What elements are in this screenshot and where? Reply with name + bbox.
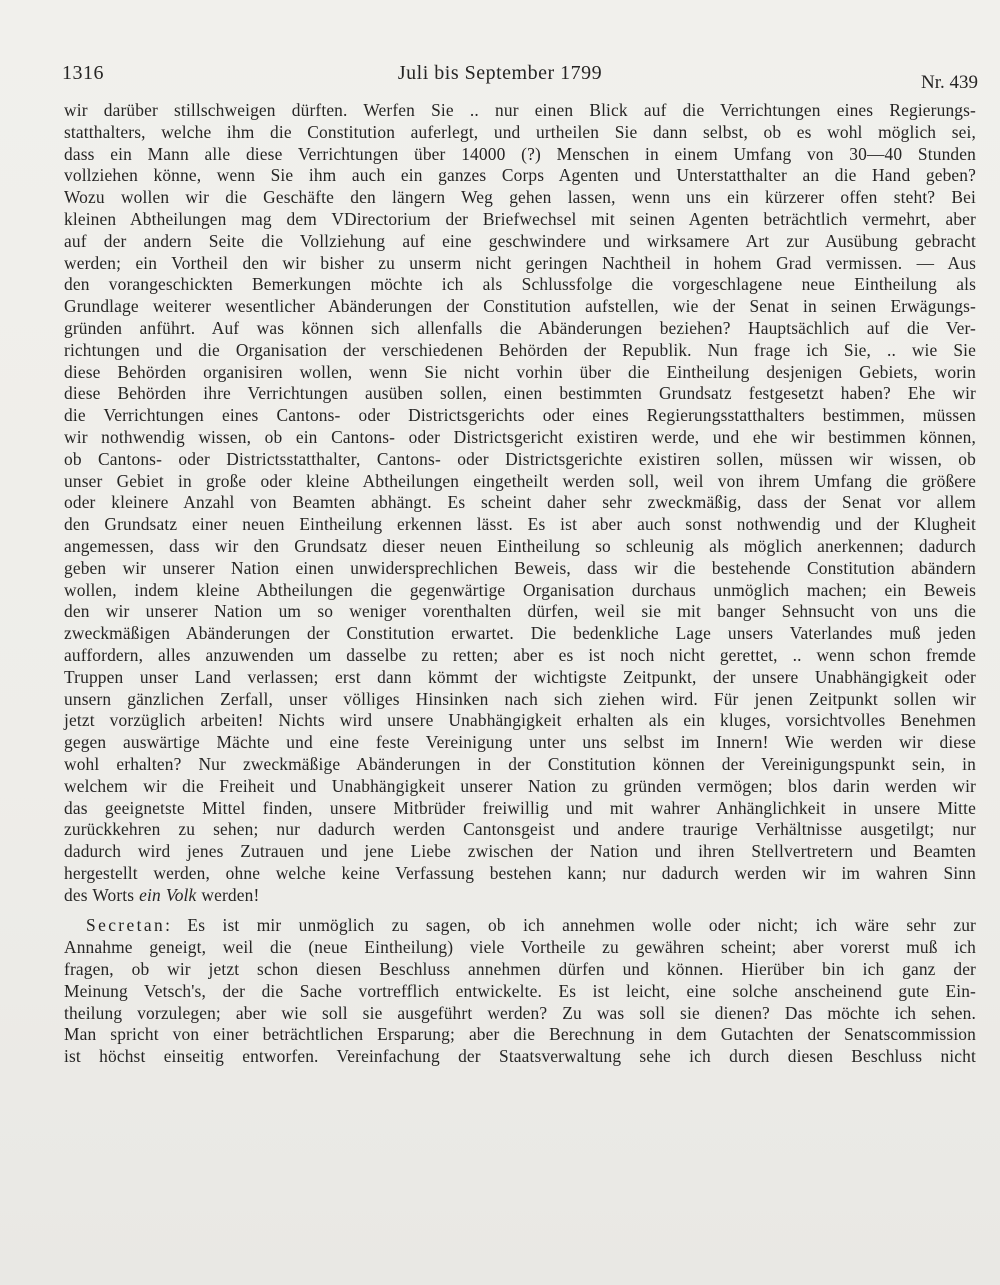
text-line: Truppen unser Land verlassen; erst dann kömmt der wichtigste Zeitpunkt, der unsere Unabhängigkeit oder: [64, 666, 976, 687]
page-number: 1316: [62, 62, 104, 84]
text-line: dass ein Mann alle diese Verrichtungen über 14000 (?) Menschen in einem Umfang von 30—40 Stunden: [64, 143, 976, 164]
page-header: [0, 58, 1000, 98]
text-line: gegen auswärtige Mächte und eine feste Vereinigung unter uns selbst im Innern! Wie werden wir diese: [64, 732, 976, 753]
paragraph-1-final-line: [64, 885, 976, 907]
text-line: den vorangeschickten Bemerkungen möchte ich als Schlussfolge die vorgeschlagene neue Eintheilung als: [64, 274, 976, 295]
text-line: welchem wir die Freiheit und Unabhängigkeit unserer Nation zu gründen vermögen; blos darin werden wir: [64, 775, 976, 796]
text-line: den Grundsatz einer neuen Eintheilung erkennen lässt. Es ist aber auch sonst nothwendig und der Klugheit: [64, 514, 976, 535]
text-line: richtungen und die Organisation der verschiedenen Behörden der Republik. Nun frage ich Sie, .. wie Sie: [64, 339, 976, 360]
emphasis-ein-volk: ein Volk: [139, 884, 197, 905]
text-line: hergestellt werden, ohne welche keine Verfassung bestehen kann; nur dadurch werden wir im wahren Sinn: [64, 862, 976, 883]
document-number: Nr. 439: [921, 72, 978, 93]
text-line: statthalters, welche ihm die Constitution auferlegt, und urtheilen Sie dann selbst, ob es wohl möglich sei,: [64, 121, 976, 142]
text-line: Grundlage weiterer wesentlicher Abänderungen der Constitution aufstellen, wie der Senat in seinen Erwägungs-: [64, 296, 976, 317]
text-line: auf der andern Seite die Vollziehung auf eine geschwindere und wirksamere Art zur Ausübung gebracht: [64, 230, 976, 251]
text-line: kleinen Abtheilungen mag dem VDirectorium der Briefwechsel mit seinen Agenten beträchtlich vermehrt, aber: [64, 208, 976, 229]
text-line: wir nothwendig wissen, ob ein Cantons- oder Districtsgericht existiren werde, und ehe wir bestimmen können,: [64, 426, 976, 447]
text-line: Annahme geneigt, weil die (neue Eintheilung) viele Vortheile zu gewähren scheint; aber vorerst muß ich: [64, 937, 976, 958]
text-line: Meinung Vetsch's, der die Sache vortrefflich entwickelte. Es ist leicht, eine solche anscheinend gute Ein-: [64, 980, 976, 1001]
text-line: zurückkehren zu sehen; nur dadurch werden Cantonsgeist und andere traurige Verhältnisse ausgetilgt; nur: [64, 819, 976, 840]
text-line: oder kleinere Anzahl von Beamten abhängt. Es scheint daher sehr zweckmäßig, dass der Senat vor allem: [64, 492, 976, 513]
paragraph-2: [64, 937, 976, 1068]
text-line: Man spricht von einer beträchtlichen Ersparung; aber die Berechnung in dem Gutachten der Senatscommission: [64, 1024, 976, 1045]
running-title: Juli bis September 1799: [397, 62, 603, 84]
text-line: vollziehen könne, wenn Sie ihm auch ein ganzes Corps Agenten und Unterstatthalter an die Hand geben?: [64, 165, 976, 186]
speaker-name: Secretan: [86, 915, 166, 936]
text-line: ist höchst einseitig entworfen. Vereinfachung der Staatsverwaltung sehe ich durch diesen Beschluss nicht: [64, 1046, 976, 1067]
paragraph-gap: [64, 906, 976, 915]
text-line: fragen, ob wir jetzt schon diesen Beschluss annehmen dürfen und können. Hierüber bin ich ganz der: [64, 959, 976, 980]
text-line: wollen, indem kleine Abtheilungen die gegenwärtige Organisation durchaus unmöglich machen; ein Beweis: [64, 579, 976, 600]
text-line: wir darüber stillschweigen dürften. Werfen Sie .. nur einen Blick auf die Verrichtungen eines Regierungs-: [64, 100, 976, 120]
final-line-end: werden!: [196, 884, 260, 905]
text-line: jetzt vorzüglich arbeiten! Nichts wird unsere Unabhängigkeit erhalten als ein kluges, vorsichtvolles Benehmen: [64, 710, 976, 731]
final-line-text: des Worts: [64, 884, 140, 905]
text-line: werden; ein Vortheil den wir bisher zu unserm nicht geringen Nachtheil in hohem Grad vermissen. — Aus: [64, 252, 976, 273]
text-line: dadurch wird jenes Zutrauen und jene Liebe zwischen der Nation und ihren Stellvertretern und Beamten: [64, 841, 976, 862]
text-line: unser Gebiet in große oder kleine Abtheilungen eingetheilt werden soll, weil von ihrem Umfang die größere: [64, 470, 976, 491]
text-line: geben wir unserer Nation einen unwidersprechlichen Beweis, dass wir die bestehende Constitution abändern: [64, 557, 976, 578]
text-line: unsern gänzlichen Zerfall, unser völliges Hinsinken nach sich ziehen wird. Für jenen Zeitpunkt sollen wir: [64, 688, 976, 709]
text-line: diese Behörden organisiren wollen, wenn Sie nicht vorhin über die Eintheilung desjenigen Gebiets, worin: [64, 361, 976, 382]
text-line: auffordern, alles anzuwenden um dasselbe zu retten; aber es ist noch nicht gerettet, .. wenn schon fremde: [64, 644, 976, 665]
text-line: ob Cantons- oder Districtsstatthalter, Cantons- oder Districtsgerichte existiren sollen, müssen wir wissen, ob: [64, 448, 976, 469]
text-line: gründen anführt. Auf was können sich allenfalls die Abänderungen beziehen? Hauptsächlich auf die Ver-: [64, 317, 976, 338]
text-line: zweckmäßigen Abänderungen der Constitution erwartet. Die bedenkliche Lage unsers Vaterlandes muß jeden: [64, 623, 976, 644]
text-line: theilung vorzulegen; aber wie soll sie ausgeführt werden? Zu was soll sie dienen? Das möchte ich sehen.: [64, 1002, 976, 1023]
text-line: diese Behörden ihre Verrichtungen ausüben sollen, einen bestimmten Grundsatz festgesetzt haben? Ehe wir: [64, 383, 976, 404]
text-line: die Verrichtungen eines Cantons- oder Districtsgerichts oder eines Regierungsstatthalters bestimmen, müssen: [64, 405, 976, 426]
text-line: wohl erhalten? Nur zweckmäßige Abänderungen in der Constitution können der Vereinigungspunkt sein, in: [64, 753, 976, 774]
text-line: den wir unserer Nation um so weniger vorenthalten dürfen, weil sie mit banger Sehnsucht von uns die: [64, 601, 976, 622]
text-line: Wozu wollen wir die Geschäfte den längern Weg gehen lassen, wenn uns ein kürzerer offen steht? Bei: [64, 187, 976, 208]
paragraph-2-first-line: [64, 915, 976, 937]
paragraph-1: [64, 100, 976, 885]
body-text: [64, 100, 976, 1068]
text-line: das geeignetste Mittel finden, unsere Mitbrüder freiwillig und mit wahrer Anhänglichkeit in unsere Mitte: [64, 797, 976, 818]
text-line: angemessen, dass wir den Grundsatz dieser neuen Eintheilung so schleunig als möglich anerkennen; dadurch: [64, 535, 976, 556]
speaker-statement: : Es ist mir unmöglich zu sagen, ob ich annehmen wolle oder nicht; ich wäre sehr zur: [165, 915, 976, 936]
